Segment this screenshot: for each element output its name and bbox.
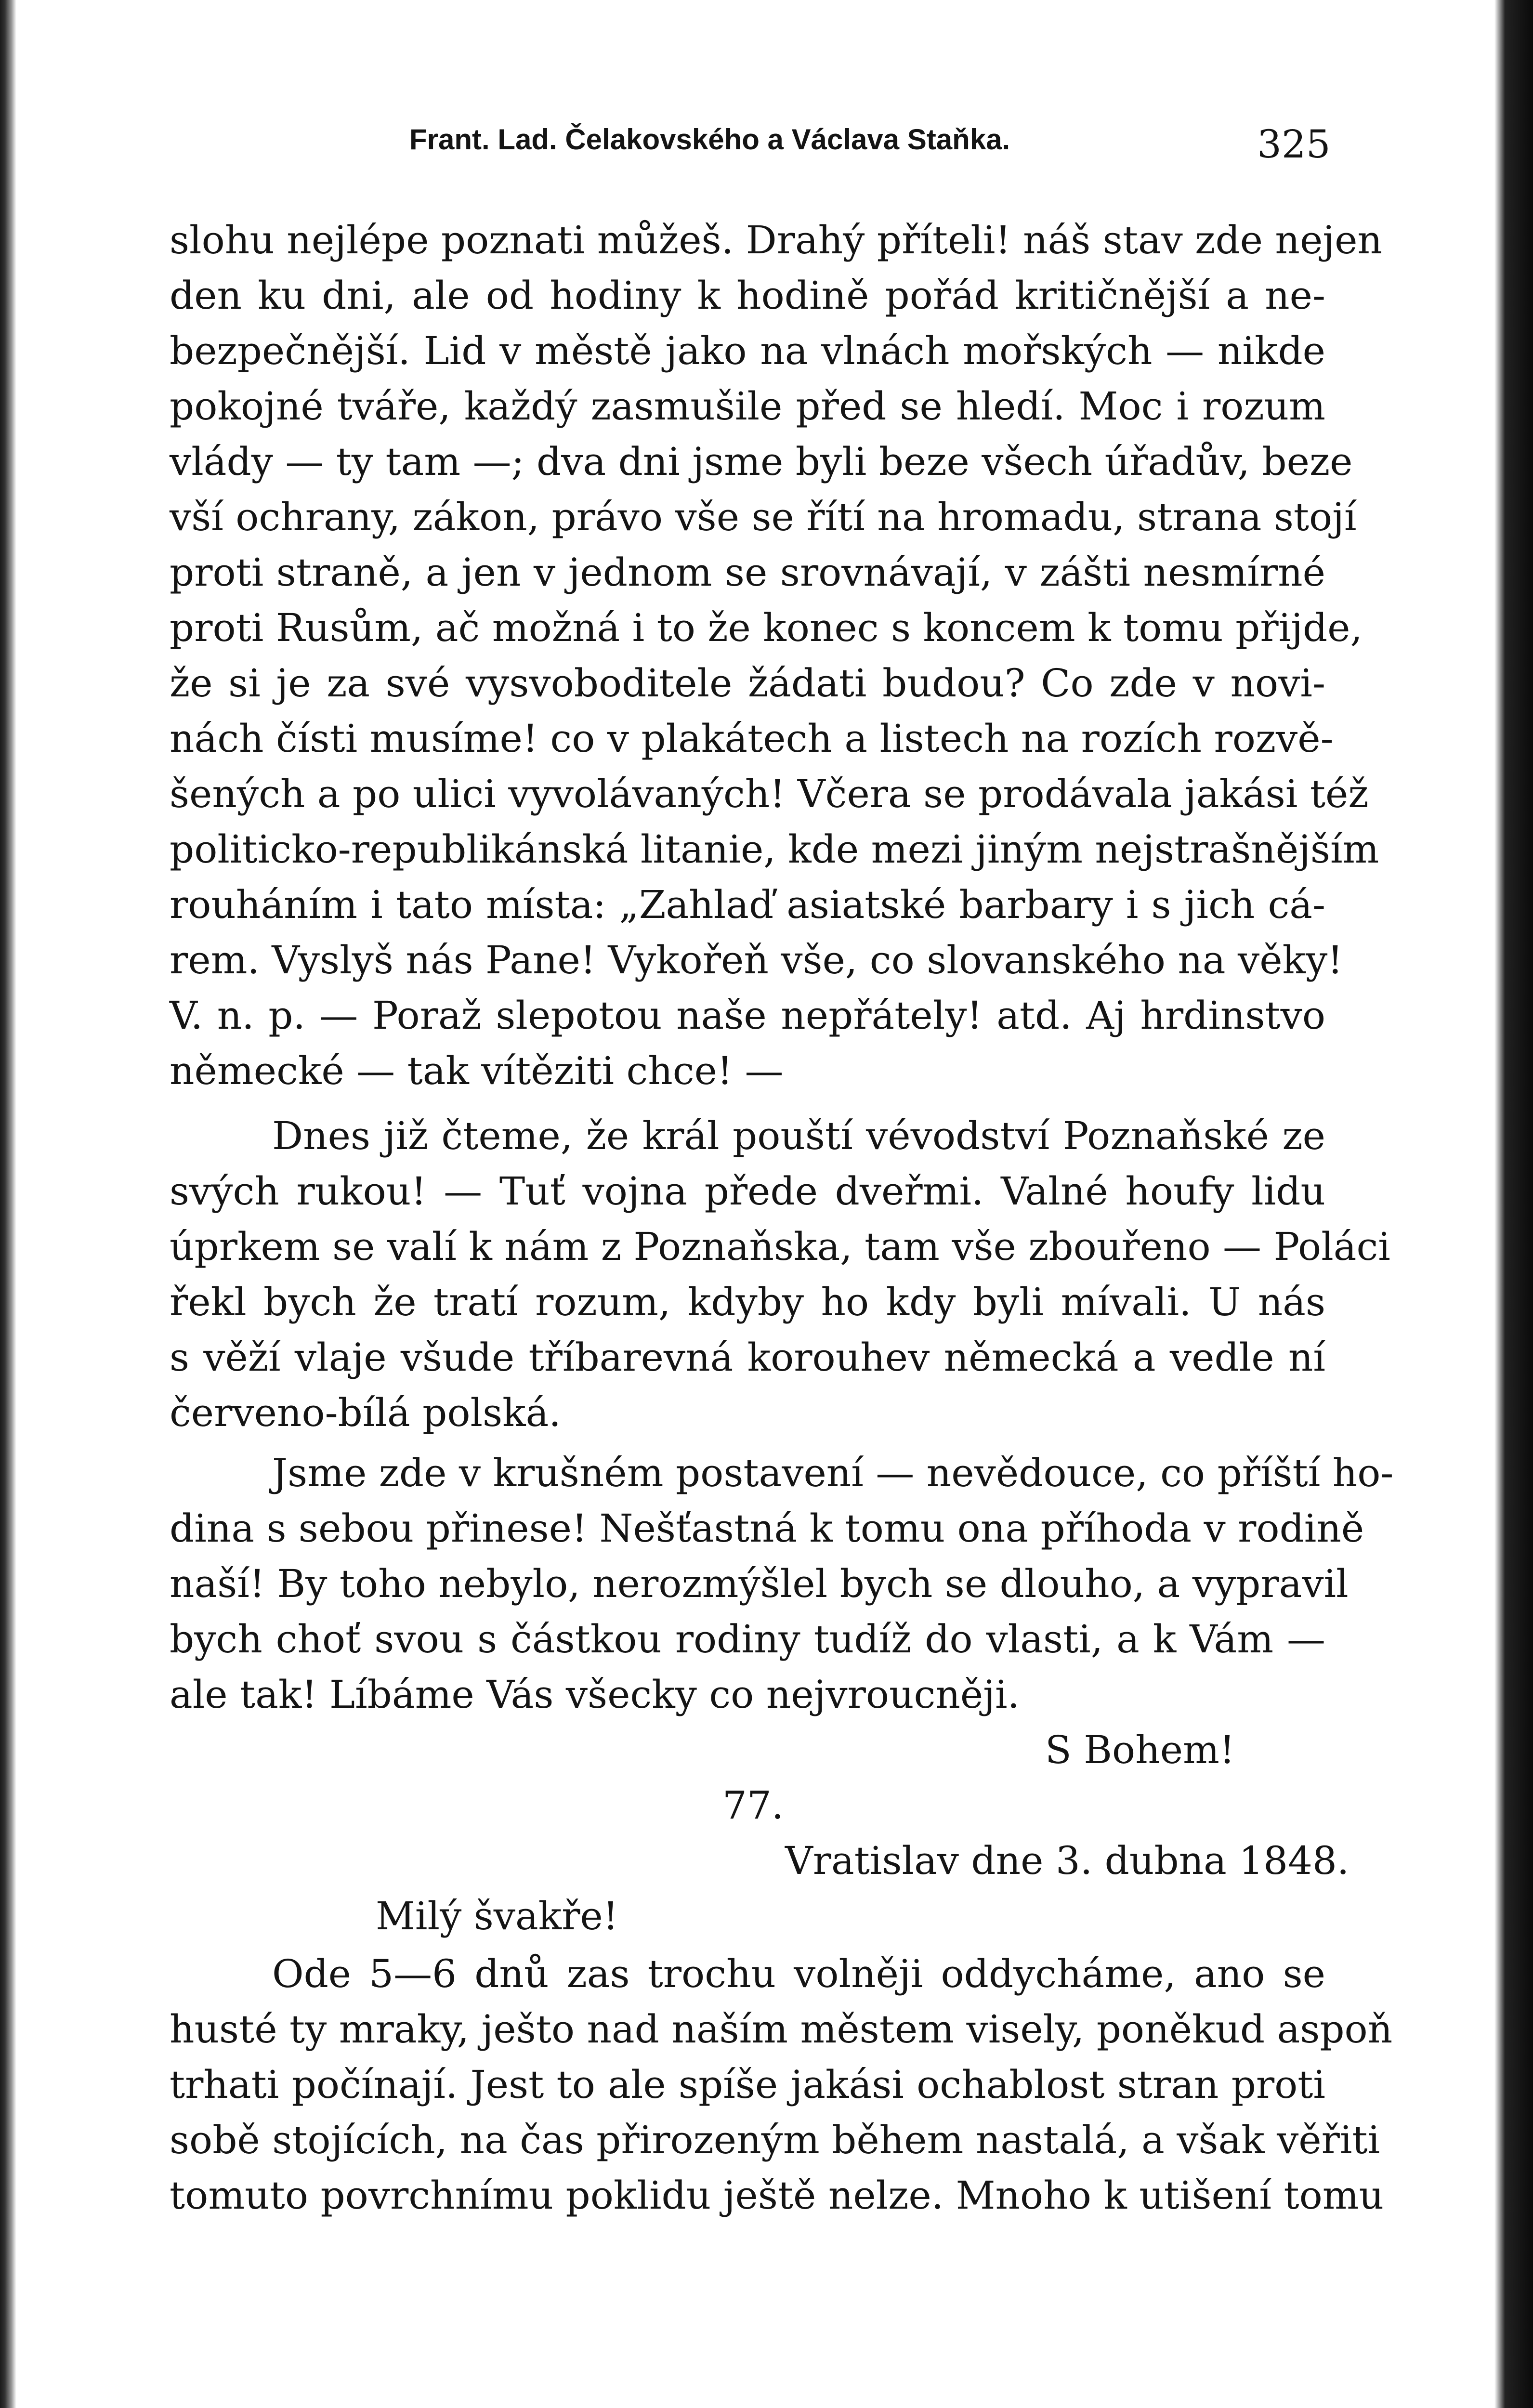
- text-line: pokojné tváře, každý zasmušile před se hledí. Moc i rozum: [170, 384, 1325, 429]
- text-line: bezpečnější. Lid v městě jako na vlnách mořských — nikde: [170, 328, 1325, 373]
- text-line: vší ochrany, zákon, právo vše se řítí na hromadu, strana stojí: [170, 495, 1357, 539]
- text-line: dina s sebou přinese! Nešťastná k tomu ona příhoda v rodině: [170, 1506, 1364, 1551]
- text-line: politicko-republikánská litanie, kde mezi jiným nejstrašnějším: [170, 827, 1379, 872]
- text-line: bych choť svou s částkou rodiny tudíž do vlasti, a k Vám —: [170, 1617, 1325, 1662]
- text-line: trhati počínají. Jest to ale spíše jakási ochablost stran proti: [170, 2062, 1325, 2107]
- text-line: úprkem se valí k nám z Poznaňska, tam vše zbouřeno — Poláci: [170, 1224, 1390, 1269]
- text-line: rem. Vyslyš nás Pane! Vykořeň vše, co slovanského na věky!: [170, 938, 1343, 982]
- letter-dateline: Vratislav dne 3. dubna 1848.: [785, 1838, 1350, 1883]
- scan-left-edge: [0, 0, 16, 2408]
- text-line: nách čísti musíme! co v plakátech a listech na rozích rozvě-: [170, 716, 1334, 761]
- text-line: ale tak! Líbáme Vás všecky co nejvroucněji.: [170, 1672, 1020, 1717]
- paragraph-first-line: Dnes již čteme, že král pouští vévodství Poznaňské ze: [272, 1113, 1325, 1158]
- scan-right-edge: [1494, 0, 1533, 2408]
- paragraph-first-line: Ode 5—6 dnů zas trochu volněji oddycháme, ano se: [272, 1951, 1325, 1996]
- text-line: V. n. p. — Poraž slepotou naše nepřátely! atd. Aj hrdinstvo: [170, 993, 1325, 1038]
- text-line: den ku dni, ale od hodiny k hodině pořád kritičnější a ne-: [170, 273, 1325, 318]
- closing-signoff: S Bohem!: [1045, 1727, 1235, 1772]
- text-line: šených a po ulici vyvolávaných! Včera se prodávala jakási též: [170, 772, 1369, 816]
- text-line: sobě stojících, na čas přirozeným během nastalá, a však věřiti: [170, 2118, 1380, 2162]
- text-line: s věží vlaje všude tříbarevná korouhev německá a vedle ní: [170, 1335, 1325, 1380]
- running-header: Frant. Lad. Čelakovského a Václava Staňka.: [409, 123, 1010, 156]
- text-line: červeno-bílá polská.: [170, 1390, 561, 1435]
- text-line: proti Rusům, ač možná i to že konec s koncem k tomu přijde,: [170, 605, 1363, 650]
- text-line: německé — tak vítěziti chce! —: [170, 1048, 784, 1093]
- letter-number: 77.: [722, 1783, 784, 1828]
- text-line: proti straně, a jen v jednom se srovnávají, v zášti nesmírné: [170, 550, 1325, 595]
- text-line: rouháním i tato místa: „Zahlaď asiatské barbary i s jich cá-: [170, 882, 1325, 927]
- page-number: 325: [1257, 122, 1331, 167]
- text-line: husté ty mraky, ješto nad naším městem visely, poněkud aspoň: [170, 2007, 1393, 2052]
- text-line: vlády — ty tam —; dva dni jsme byli beze všech úřadův, beze: [170, 439, 1353, 484]
- text-line: naší! By toho nebylo, nerozmýšlel bych se dlouho, a vypravil: [170, 1561, 1349, 1606]
- salutation: Milý švakře!: [376, 1894, 618, 1938]
- text-line: že si je za své vysvoboditele žádati budou? Co zde v novi-: [170, 661, 1325, 706]
- paragraph-first-line: Jsme zde v krušném postavení — nevědouce, co příští ho-: [272, 1451, 1394, 1495]
- text-line: svých rukou! — Tuť vojna přede dveřmi. Valné houfy lidu: [170, 1169, 1325, 1214]
- text-line: slohu nejlépe poznati můžeš. Drahý příteli! náš stav zde nejen: [170, 218, 1382, 262]
- text-line: tomuto povrchnímu poklidu ještě nelze. Mnoho k utišení tomu: [170, 2173, 1384, 2218]
- text-line: řekl bych že tratí rozum, kdyby ho kdy byli mívali. U nás: [170, 1280, 1325, 1324]
